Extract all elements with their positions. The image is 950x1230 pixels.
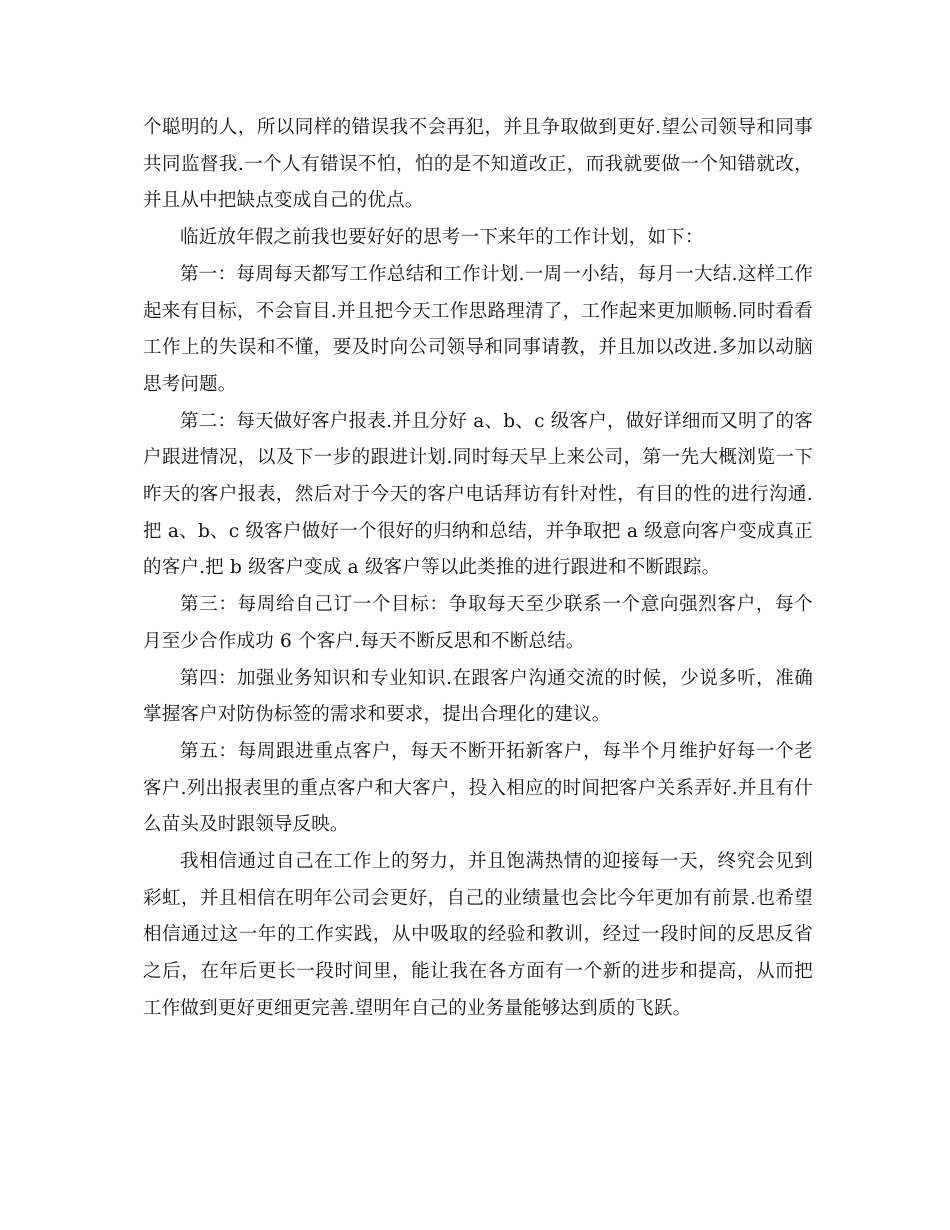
paragraph-plan-item-3: 第三：每周给自己订一个目标：争取每天至少联系一个意向强烈客户，每个月至少合作成功 6 个客户.每天不断反思和不断总结。 (143, 594, 813, 652)
paragraph-plan-item-5: 第五：每周跟进重点客户，每天不断开拓新客户，每半个月维护好每一个老客户.列出报表里的重点客户和大客户，投入相应的时间把客户关系弄好.并且有什么苗头及时跟领导反映。 (143, 740, 813, 836)
document-body (143, 110, 813, 1028)
paragraph-plan-item-4: 第四：加强业务知识和专业知识.在跟客户沟通交流的时候，少说多听，准确掌握客户对防伪标签的需求和要求，提出合理化的建议。 (143, 667, 813, 726)
paragraph-plan-item-1: 第一：每周每天都写工作总结和工作计划.一周一小结，每月一大结.这样工作起来有目标，不会盲目.并且把今天工作思路理清了，工作起来更加顺畅.同时看看工作上的失误和不懂，要及时向公司领导和同事请教，并且加以改进.多加以动脑思考问题。 (143, 263, 813, 395)
paragraph-continuation: 个聪明的人，所以同样的错误我不会再犯，并且争取做到更好.望公司领导和同事共同监督我.一个人有错误不怕，怕的是不知道改正，而我就要做一个知错就改，并且从中把缺点变成自己的优点。 (143, 117, 813, 212)
paragraph-conclusion: 我相信通过自己在工作上的努力，并且饱满热情的迎接每一天，终究会见到彩虹，并且相信在明年公司会更好，自己的业绩量也会比今年更加有前景.也希望相信通过这一年的工作实践，从中吸取的经验和教训，经过一段时间的反思反省之后，在年后更长一段时间里，能让我在各方面有一个新的进步和提高，从而把工作做到更好更细更完善.望明年自己的业务量能够达到质的飞跃。 (143, 851, 813, 1019)
paragraph-plan-intro: 临近放年假之前我也要好好的思考一下来年的工作计划，如下： (180, 227, 704, 249)
paragraph-plan-item-2: 第二：每天做好客户报表.并且分好 a、b、c 级客户，做好详细而又明了的客户跟进情况，以及下一步的跟进计划.同时每天早上来公司，第一先大概浏览一下昨天的客户报表，然后对于今天的客户电话拜访有针对性，有目的性的进行沟通.把 a、b、c 级客户做好一个很好的归纳和总结，并争取把 a 级意向客户变成真正的客户.把 b 级客户变成 a 级客户等以此类推的进行跟进和不断跟踪。 (143, 410, 813, 579)
